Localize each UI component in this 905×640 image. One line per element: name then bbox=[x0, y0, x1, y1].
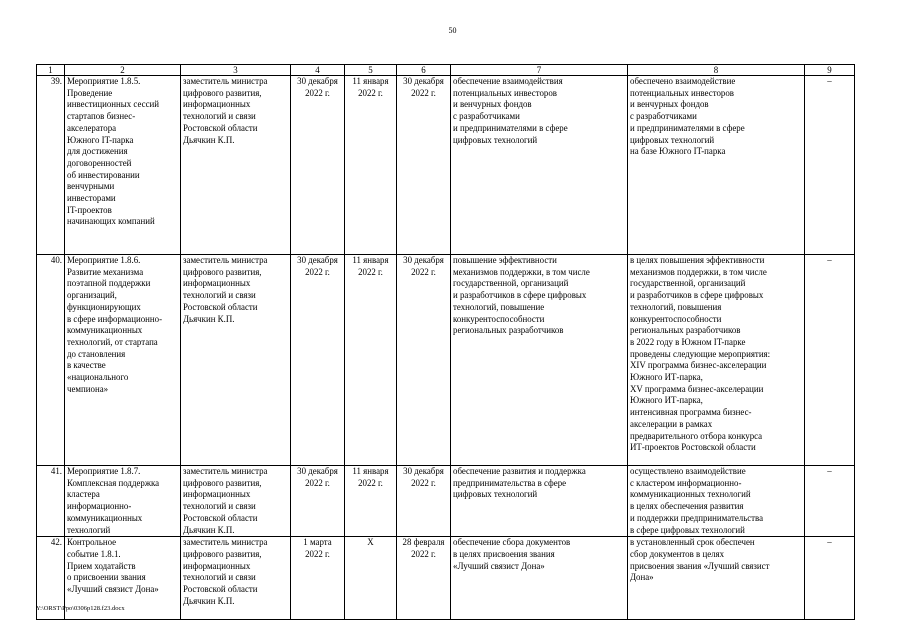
file-path-footer: Y:\ORST\Ppo\0306p128.f23.docx bbox=[36, 605, 125, 612]
planned-date: 30 декабря 2022 г. bbox=[291, 255, 345, 466]
responsible-person: заместитель министра цифрового развития, информационных технологий и связи Ростовской области Дьячкин К.П. bbox=[181, 76, 291, 255]
start-date: 11 января 2022 г. bbox=[345, 76, 397, 255]
column-number: 1 bbox=[37, 65, 65, 76]
end-date: 30 декабря 2022 г. bbox=[397, 76, 451, 255]
column-number: 9 bbox=[805, 65, 855, 76]
note: – bbox=[805, 466, 855, 537]
column-number: 7 bbox=[451, 65, 628, 76]
column-number: 5 bbox=[345, 65, 397, 76]
note: – bbox=[805, 537, 855, 620]
measure-name: Контрольное событие 1.8.1. Прием ходатайств о присвоении звания «Лучший связист Дона» bbox=[65, 537, 181, 620]
column-number: 3 bbox=[181, 65, 291, 76]
planned-date: 30 декабря 2022 г. bbox=[291, 76, 345, 255]
page-number: 50 bbox=[448, 26, 457, 35]
responsible-person: заместитель министра цифрового развития, информационных технологий и связи Ростовской области Дьячкин К.П. bbox=[181, 466, 291, 537]
table-row bbox=[37, 255, 855, 466]
row-number: 39. bbox=[37, 76, 65, 255]
table-row bbox=[37, 76, 855, 255]
row-number: 42. bbox=[37, 537, 65, 620]
column-number: 2 bbox=[65, 65, 181, 76]
note: – bbox=[805, 255, 855, 466]
start-date: X bbox=[345, 537, 397, 620]
row-number: 40. bbox=[37, 255, 65, 466]
planned-date: 1 марта 2022 г. bbox=[291, 537, 345, 620]
column-number: 4 bbox=[291, 65, 345, 76]
note: – bbox=[805, 76, 855, 255]
responsible-person: заместитель министра цифрового развития, информационных технологий и связи Ростовской области Дьячкин К.П. bbox=[181, 537, 291, 620]
measure-name: Мероприятие 1.8.6. Развитие механизма поэтапной поддержки организаций, функционирующих в сфере информационно- коммуникационных технологий, от стартапа до становления в качестве «национального чемпиона» bbox=[65, 255, 181, 466]
end-date: 28 февраля 2022 г. bbox=[397, 537, 451, 620]
planned-date: 30 декабря 2022 г. bbox=[291, 466, 345, 537]
column-number: 6 bbox=[397, 65, 451, 76]
expected-result: обеспечение сбора документов в целях присвоения звания «Лучший связист Дона» bbox=[451, 537, 628, 620]
actual-result: осуществлено взаимодействие с кластером информационно- коммуникационных технологий в целях обеспечения развития и поддержки предпринимательства в сфере цифровых технологий bbox=[628, 466, 805, 537]
actual-result: в установленный срок обеспечен сбор документов в целях присвоения звания «Лучший связист Дона» bbox=[628, 537, 805, 620]
end-date: 30 декабря 2022 г. bbox=[397, 255, 451, 466]
responsible-person: заместитель министра цифрового развития, информационных технологий и связи Ростовской области Дьячкин К.П. bbox=[181, 255, 291, 466]
start-date: 11 января 2022 г. bbox=[345, 255, 397, 466]
action-plan-table bbox=[36, 64, 855, 620]
measure-name: Мероприятие 1.8.7. Комплексная поддержка кластера информационно- коммуникационных технологий bbox=[65, 466, 181, 537]
table-row bbox=[37, 466, 855, 537]
row-number: 41. bbox=[37, 466, 65, 537]
expected-result: обеспечение взаимодействия потенциальных инвесторов и венчурных фондов с разработчиками и предпринимателями в сфере цифровых технологий bbox=[451, 76, 628, 255]
column-number-row bbox=[37, 65, 855, 76]
end-date: 30 декабря 2022 г. bbox=[397, 466, 451, 537]
measure-name: Мероприятие 1.8.5. Проведение инвестиционных сессий стартапов бизнес- акселератора Южного IT-парка для достижения договоренностей об инвестировании венчурными инвесторами IT-проектов начинающих компаний bbox=[65, 76, 181, 255]
expected-result: обеспечение развития и поддержка предпринимательства в сфере цифровых технологий bbox=[451, 466, 628, 537]
column-number: 8 bbox=[628, 65, 805, 76]
start-date: 11 января 2022 г. bbox=[345, 466, 397, 537]
expected-result: повышение эффективности механизмов поддержки, в том числе государственной, организаций и разработчиков в сфере цифровых технологий, повышение конкурентоспособности региональных разработчиков bbox=[451, 255, 628, 466]
actual-result: в целях повышения эффективности механизмов поддержки, в том числе государственной, организаций и разработчиков в сфере цифровых технологий, повышения конкурентоспособности региональных разработчиков в 2022 году в Южном IT-парке проведены следующие мероприятия: XIV программа бизнес-акселерации Южного ИТ-парка, XV программа бизнес-акселерации Южного ИТ-парка, интенсивная программа бизнес- акселерации в рамках предварительного отбора конкурса ИТ-проектов Ростовской области bbox=[628, 255, 805, 466]
actual-result: обеспечено взаимодействие потенциальных инвесторов и венчурных фондов с разработчиками и предпринимателями в сфере цифровых технологий на базе Южного IT-парка bbox=[628, 76, 805, 255]
table-row bbox=[37, 537, 855, 620]
